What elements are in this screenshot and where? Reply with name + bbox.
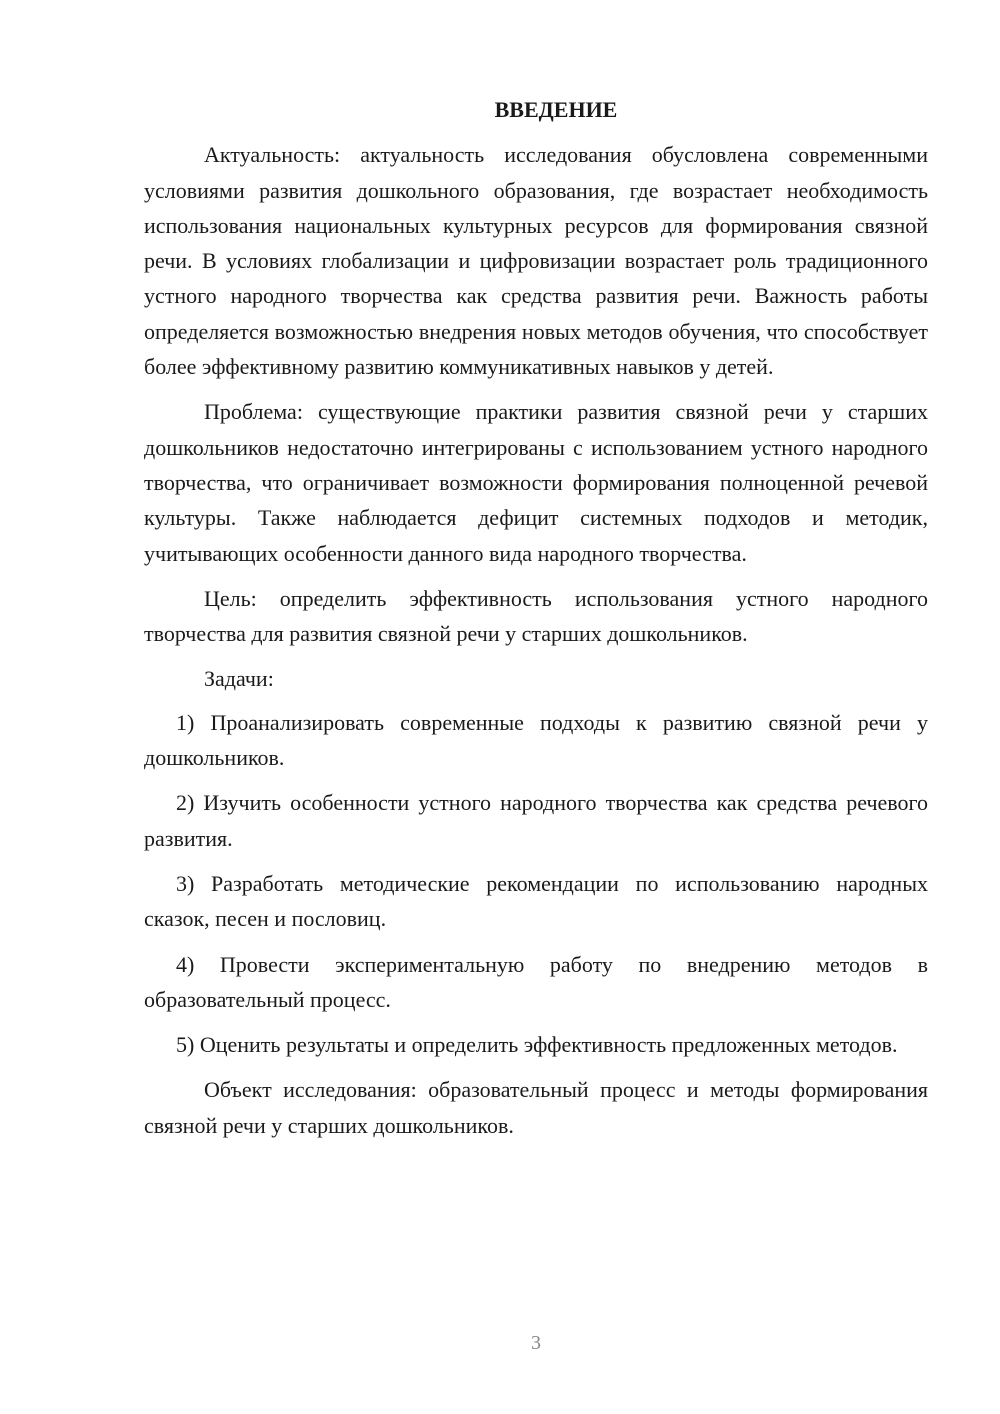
- task-item-1: 1) Проанализировать современные подходы к развитию связной речи у дошкольников.: [144, 709, 928, 771]
- paragraph-relevance: Актуальность: актуальность исследования обусловлена современными условиями развития дошкольного образования, где возрастает необходимость использования национальных культурных ресурсов для формирования связной речи. В условиях глобализации и цифровизации возрастает роль традиционного устного народного творчества как средства развития речи. Важность работы определяется возможностью внедрения новых методов обучения, что способствует более эффективному развитию коммуникативных навыков у детей.: [144, 142, 928, 380]
- paragraph-goal: Цель: определить эффективность использования устного народного творчества для развития связной речи у старших дошкольников.: [144, 585, 928, 647]
- task-item-2: 2) Изучить особенности устного народного творчества как средства речевого развития.: [144, 790, 928, 851]
- task-item-4: 4) Провести экспериментальную работу по внедрению методов в образовательный процесс.: [144, 951, 928, 1012]
- page-number: 3: [531, 1332, 541, 1354]
- paragraph-object: Объект исследования: образовательный процесс и методы формирования связной речи у старших дошкольников.: [144, 1077, 928, 1138]
- tasks-heading: Задачи:: [204, 666, 274, 692]
- task-item-5: 5) Оценить результаты и определить эффективность предложенных методов.: [176, 1032, 898, 1058]
- page-content: [144, 92, 928, 1153]
- task-item-3: 3) Разработать методические рекомендации по использованию народных сказок, песен и пословиц.: [144, 870, 928, 932]
- paragraph-problem: Проблема: существующие практики развития связной речи у старших дошкольников недостаточно интегрированы с использованием устного народного творчества, что ограничивает возможности формирования полноценной речевой культуры. Также наблюдается дефицит системных подходов и методик, учитывающих особенности данного вида народного творчества.: [144, 399, 928, 566]
- section-title: ВВЕДЕНИЕ: [494, 97, 618, 122]
